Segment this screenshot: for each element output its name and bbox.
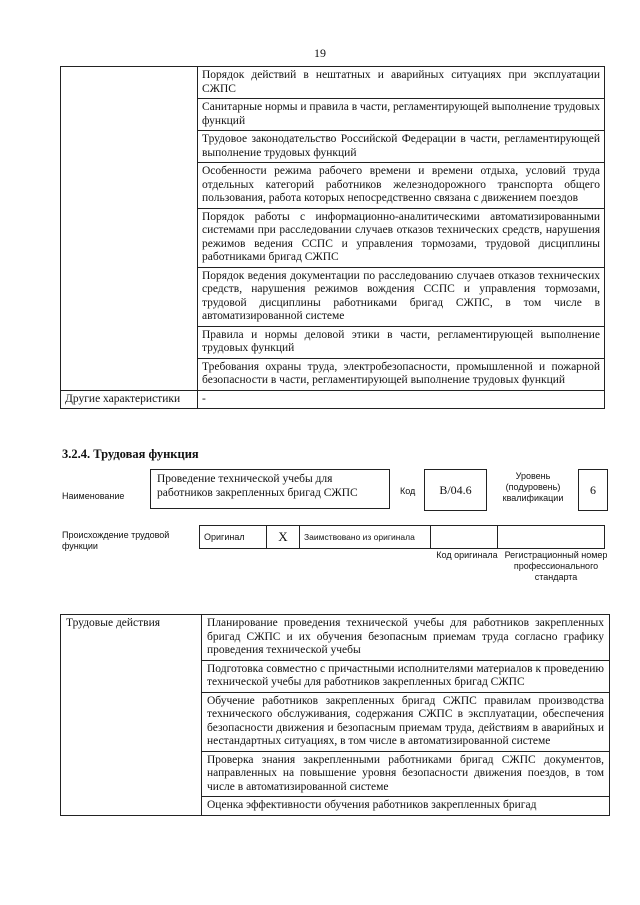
knowledge-row: Трудовое законодательство Российской Федерации в части, регламентирующей выполнение трудовых функций (198, 131, 605, 163)
knowledge-row: Особенности режима рабочего времени и времени отдыха, условий труда отдельных категорий работников железнодорожного транспорта общего пользования, работа которых непосредственно связана с движением поездов (198, 163, 605, 209)
origin-code-label: Код оригинала (436, 550, 498, 560)
name-label: Наименование (62, 491, 125, 501)
labor-action-row: Проверка знания закрепленными работниками бригад СЖПС документов, направленных на повышение уровня безопасности движения поездов, в том числе в автоматизированной системе (202, 751, 610, 797)
knowledge-row: Порядок работы с информационно-аналитическими автоматизированными системами при расследовании случаев отказов технических средств, нарушения режимов ведения ССПС и управления тормозами, трудовой дисциплины работниками бригад СЖПС (198, 208, 605, 267)
knowledge-row: Порядок ведения документации по расследованию случаев отказов технических средств, нарушения режимов вождения ССПС и управления тормозами, трудовой дисциплины работниками бригад СЖПС, в том числе в автоматизированной системе (198, 267, 605, 326)
origin-table (199, 525, 605, 549)
knowledge-table (60, 66, 605, 409)
labor-action-row: Подготовка совместно с причастными исполнителями материалов к проведению технической учебы для работников закрепленных бригад СЖПС (202, 660, 610, 692)
function-code-box: B/04.6 (424, 469, 487, 511)
origin-code-cell (431, 526, 498, 549)
origin-label: Происхождение трудовой функции (62, 530, 170, 551)
labor-action-row: Обучение работников закрепленных бригад СЖПС правилам производства технического обслуживания, содержания СЖПС в эксплуатации, обеспечения безопасности движения и безопасным приемам труда, действиям в аварийных и нестандартных ситуациях, в том числе в автоматизированной системе (202, 692, 610, 751)
code-label: Код (400, 486, 416, 496)
knowledge-row: Правила и нормы деловой этики в части, регламентирующей выполнение трудовых функций (198, 326, 605, 358)
labor-actions-label: Трудовые действия (61, 615, 202, 816)
knowledge-label-cell (61, 67, 198, 391)
knowledge-row: Порядок действий в нештатных и аварийных ситуациях при эксплуатации СЖПС (198, 67, 605, 99)
reg-number-cell (498, 526, 605, 549)
function-name-box: Проведение технической учебы для работников закрепленных бригад СЖПС (150, 469, 390, 509)
original-label: Оригинал (200, 526, 267, 549)
reg-number-label: Регистрационный номер профессионального стандарта (504, 550, 608, 582)
original-mark: X (267, 526, 300, 549)
knowledge-row: Санитарные нормы и правила в части, регламентирующей выполнение трудовых функций (198, 99, 605, 131)
other-characteristics-label: Другие характеристики (61, 390, 198, 409)
labor-actions-table (60, 614, 610, 816)
other-characteristics-value: - (198, 390, 605, 409)
borrowed-label: Заимствовано из оригинала (300, 526, 431, 549)
knowledge-row: Требования охраны труда, электробезопасности, промышленной и пожарной безопасности в части, регламентирующей выполнение трудовых функций (198, 358, 605, 390)
page-number: 19 (314, 46, 326, 60)
labor-action-row: Планирование проведения технической учебы для работников закрепленных бригад СЖПС и их обучения безопасным приемам труда согласно графику проведения технической учебы (202, 615, 610, 661)
qualification-level-box: 6 (578, 469, 608, 511)
qualification-level-label: Уровень (подуровень) квалификации (502, 471, 564, 503)
section-title: 3.2.4. Трудовая функция (62, 447, 199, 461)
labor-action-row: Оценка эффективности обучения работников закрепленных бригад (202, 797, 610, 816)
